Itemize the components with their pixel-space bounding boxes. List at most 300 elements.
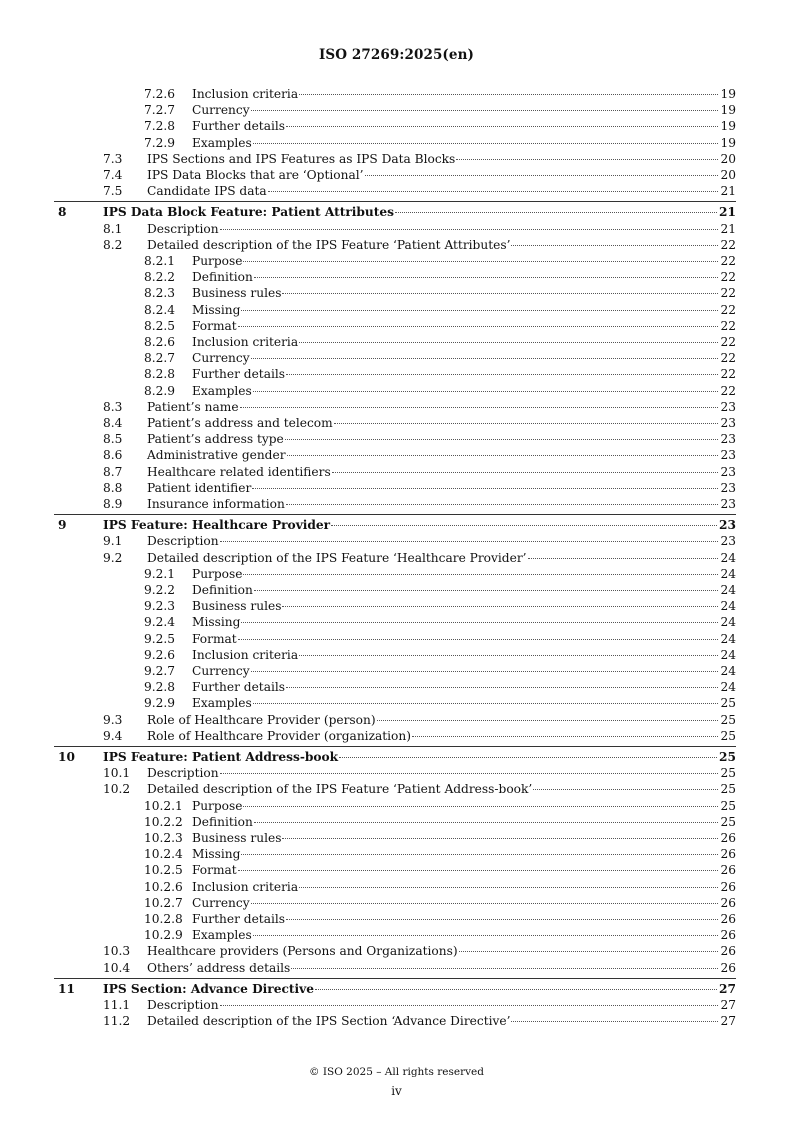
toc-entry-title: Healthcare providers (Persons and Organizations) (147, 944, 458, 959)
toc-page-number: 22 (720, 383, 736, 398)
dot-leader (241, 310, 718, 311)
toc-entry-title: Examples (192, 383, 252, 398)
toc-section-number: 8.2.3 (144, 286, 176, 301)
toc-section-number: 8.7 (103, 464, 123, 479)
toc-section-number: 8.2 (103, 237, 123, 252)
toc-entry[interactable] (0, 814, 793, 830)
toc-entry-title: Insurance information (147, 497, 285, 511)
toc-page-number: 22 (720, 367, 736, 382)
toc-page-number: 25 (720, 782, 736, 797)
dot-leader (533, 789, 718, 790)
toc-chapter-number: 8 (58, 205, 67, 220)
toc-entry[interactable] (0, 285, 793, 301)
toc-entry[interactable] (0, 350, 793, 366)
toc-section-number: 7.4 (103, 168, 123, 182)
dot-leader (251, 903, 719, 904)
toc-entry-line (192, 383, 736, 399)
toc-entry-line (192, 102, 736, 118)
toc-entry-title: Definition (192, 270, 253, 285)
toc-entry[interactable] (0, 765, 793, 781)
dot-leader (253, 391, 719, 392)
toc-entry-line (192, 614, 736, 630)
toc-entry-line (192, 879, 736, 895)
dot-leader (243, 574, 718, 575)
toc-entry-line (192, 830, 736, 846)
toc-page-number: 27 (720, 1014, 736, 1029)
toc-entry-line (192, 814, 736, 830)
toc-entry[interactable] (0, 415, 793, 431)
toc-entry[interactable] (0, 598, 793, 614)
toc-entry-line (192, 118, 736, 134)
toc-entry-title: Patient’s address and telecom (147, 416, 333, 430)
toc-entry[interactable] (0, 496, 793, 512)
toc-entry-line (192, 566, 736, 582)
toc-entry-title: Business rules (192, 831, 282, 845)
toc-section-number: 10.2 (103, 782, 131, 797)
toc-section-number: 8.2.5 (144, 318, 176, 333)
toc-page-number: 23 (720, 448, 736, 463)
toc-chapter-entry[interactable] (0, 749, 793, 765)
toc-section-number: 9.2.7 (144, 664, 176, 678)
toc-page-number: 23 (720, 416, 736, 430)
toc-entry-line (147, 151, 736, 167)
toc-section-number: 11.1 (103, 998, 131, 1012)
toc-section-number: 8.4 (103, 416, 123, 430)
toc-chapter-entry[interactable] (0, 204, 793, 220)
toc-entry-line (192, 318, 736, 334)
toc-page-number: 22 (720, 335, 736, 349)
toc-entry-line (192, 846, 736, 862)
toc-entry-line (192, 366, 736, 382)
dot-leader (252, 488, 718, 489)
toc-page-number: 21 (720, 184, 736, 199)
toc-chapter-entry[interactable] (0, 517, 793, 533)
toc-entry[interactable] (0, 927, 793, 943)
toc-entry[interactable] (0, 550, 793, 566)
toc-section-number: 8.1 (103, 221, 123, 236)
toc-page-number: 25 (720, 814, 736, 829)
toc-entry-title: IPS Section: Advance Directive (103, 981, 315, 996)
toc-entry[interactable] (0, 366, 793, 382)
page-number: iv (391, 1084, 402, 1098)
toc-entry[interactable] (0, 102, 793, 118)
dot-leader (286, 919, 718, 920)
toc-entry-title: Further details (192, 367, 286, 382)
toc-entry[interactable] (0, 318, 793, 334)
toc-entry-line (147, 447, 736, 463)
dot-leader (238, 870, 719, 871)
toc-page-number: 23 (719, 518, 736, 533)
toc-page-number: 23 (720, 480, 736, 495)
toc-entry-title: Examples (192, 696, 252, 711)
toc-entry-line (192, 582, 736, 598)
dot-leader (240, 407, 719, 408)
toc-section-number: 10.2.6 (144, 879, 183, 894)
toc-entry-line (147, 960, 736, 976)
toc-entry-line (147, 480, 736, 496)
toc-section-number: 7.2.9 (144, 135, 176, 150)
toc-chapter-number: 11 (58, 981, 75, 996)
toc-entry-title: Administrative gender (147, 448, 286, 463)
dot-leader (287, 455, 719, 456)
toc-entry-line (147, 533, 736, 549)
toc-section-number: 9.1 (103, 534, 123, 549)
dot-leader (251, 110, 719, 111)
toc-entry-line (192, 334, 736, 350)
toc-entry-line (192, 862, 736, 878)
toc-entry-title: Candidate IPS data (147, 184, 267, 199)
toc-page-number: 19 (720, 135, 736, 150)
dot-leader (528, 558, 719, 559)
toc-section-number: 9.3 (103, 712, 123, 727)
toc-entry[interactable] (0, 302, 793, 318)
dot-leader (511, 245, 718, 246)
toc-page-number: 22 (720, 254, 736, 268)
toc-entry-line (147, 728, 736, 744)
dot-leader (254, 822, 719, 823)
toc-entry-title: Inclusion criteria (192, 879, 299, 894)
dot-leader (243, 261, 718, 262)
dot-leader (241, 854, 718, 855)
toc-entry-title: Missing (192, 615, 241, 630)
toc-entry-title: Further details (192, 119, 286, 134)
toc-section-number: 9.2 (103, 550, 123, 565)
toc-entry-line (147, 765, 736, 781)
dot-leader (332, 472, 719, 473)
dot-leader (220, 1005, 719, 1006)
toc-entry-title: Currency (192, 351, 250, 366)
toc-section-number: 10.2.7 (144, 895, 183, 910)
toc-page-number: 19 (720, 87, 736, 101)
toc-entry-line (192, 285, 736, 301)
toc-section-number: 8.2.4 (144, 302, 176, 317)
toc-entry-line (147, 550, 736, 566)
toc-entry[interactable] (0, 895, 793, 911)
toc-page-number: 25 (720, 766, 736, 781)
toc-entry-line (192, 350, 736, 366)
toc-entry[interactable] (0, 253, 793, 269)
toc-entry-line (192, 895, 736, 911)
toc-entry-line (192, 86, 736, 102)
toc-entry[interactable] (0, 997, 793, 1013)
toc-entry-title: Inclusion criteria (192, 335, 299, 349)
dot-leader (243, 806, 718, 807)
copyright-notice: © ISO 2025 – All rights reserved (309, 1066, 484, 1078)
toc-entry-line (147, 943, 736, 959)
toc-page-number: 25 (720, 712, 736, 727)
toc-page-number: 24 (720, 631, 736, 646)
toc-entry-line (147, 167, 736, 183)
dot-leader (286, 374, 718, 375)
toc-entry-title: Purpose (192, 798, 243, 813)
toc-page-number: 24 (720, 680, 736, 695)
toc-entry[interactable] (0, 614, 793, 630)
toc-entry-title: Currency (192, 664, 250, 678)
dot-leader (299, 887, 718, 888)
toc-page-number: 24 (720, 583, 736, 597)
toc-entry-title: IPS Feature: Healthcare Provider (103, 518, 331, 533)
toc-entry-line (192, 253, 736, 269)
toc-section-number: 9.2.2 (144, 583, 176, 597)
toc-entry[interactable] (0, 118, 793, 134)
toc-page-number: 24 (720, 566, 736, 581)
toc-entry[interactable] (0, 334, 793, 350)
chapter-separator (54, 201, 736, 202)
toc-section-number: 10.2.2 (144, 814, 183, 829)
toc-entry[interactable] (0, 647, 793, 663)
toc-entry-line (192, 302, 736, 318)
toc-entry-line (192, 798, 736, 814)
toc-page-number: 22 (720, 351, 736, 366)
dot-leader (251, 358, 719, 359)
toc-entry-line (103, 517, 736, 533)
toc-section-number: 10.2.8 (144, 912, 183, 926)
toc-entry-line (192, 695, 736, 711)
toc-entry-line (192, 911, 736, 927)
toc-page-number: 25 (720, 798, 736, 813)
toc-entry-title: Detailed description of the IPS Feature ‘Healthcare Provider’ (147, 550, 527, 565)
toc-page-number: 26 (720, 847, 736, 862)
toc-entry[interactable] (0, 135, 793, 151)
toc-section-number: 9.2.9 (144, 696, 176, 711)
dot-leader (282, 838, 718, 839)
toc-section-number: 9.2.4 (144, 615, 176, 630)
toc-entry-title: Examples (192, 135, 252, 150)
toc-entry-title: Patient identifier (147, 480, 252, 495)
toc-page-number: 24 (720, 664, 736, 678)
toc-entry[interactable] (0, 221, 793, 237)
toc-page-number: 19 (720, 103, 736, 118)
toc-entry[interactable] (0, 879, 793, 895)
toc-entry[interactable] (0, 480, 793, 496)
toc-page-number: 20 (720, 151, 736, 166)
toc-entry-title: IPS Data Block Feature: Patient Attributes (103, 205, 395, 220)
dot-leader (456, 159, 718, 160)
dot-leader (299, 655, 718, 656)
toc-section-number: 8.2.1 (144, 254, 176, 268)
toc-page-number: 27 (720, 998, 736, 1012)
toc-section-number: 9.2.8 (144, 680, 176, 695)
toc-entry-title: Further details (192, 680, 286, 695)
toc-entry-line (147, 496, 736, 512)
dot-leader (291, 968, 718, 969)
toc-page-number: 27 (719, 981, 736, 996)
toc-section-number: 9.2.5 (144, 631, 176, 646)
dot-leader (282, 293, 718, 294)
toc-entry[interactable] (0, 695, 793, 711)
toc-section-number: 10.2.4 (144, 847, 183, 862)
toc-entry[interactable] (0, 582, 793, 598)
toc-entry-line (147, 183, 736, 199)
toc-entry-title: Definition (192, 814, 253, 829)
toc-entry[interactable] (0, 862, 793, 878)
toc-entry[interactable] (0, 447, 793, 463)
toc-section-number: 9.2.3 (144, 599, 176, 614)
toc-entry[interactable] (0, 798, 793, 814)
toc-entry-title: Description (147, 221, 219, 236)
toc-section-number: 8.2.6 (144, 335, 176, 349)
toc-entry-title: Definition (192, 583, 253, 597)
toc-entry[interactable] (0, 86, 793, 102)
toc-entry-line (192, 679, 736, 695)
toc-section-number: 7.3 (103, 151, 123, 166)
toc-page-number: 23 (720, 497, 736, 511)
toc-entry[interactable] (0, 830, 793, 846)
toc-page-number: 21 (719, 205, 736, 220)
toc-entry[interactable] (0, 269, 793, 285)
dot-leader (254, 277, 719, 278)
toc-section-number: 8.5 (103, 432, 123, 447)
toc-entry[interactable] (0, 167, 793, 183)
dot-leader (253, 935, 719, 936)
toc-page-number: 24 (720, 615, 736, 630)
toc-page-number: 23 (720, 399, 736, 414)
toc-page-number: 25 (719, 750, 736, 764)
toc-entry-title: IPS Sections and IPS Features as IPS Data Blocks (147, 151, 456, 166)
toc-page-number: 26 (720, 879, 736, 894)
dot-leader (238, 639, 719, 640)
dot-leader (241, 622, 718, 623)
toc-entry-line (147, 399, 736, 415)
toc-section-number: 10.3 (103, 944, 131, 959)
toc-section-number: 9.4 (103, 728, 123, 743)
dot-leader (251, 671, 719, 672)
toc-entry-title: Detailed description of the IPS Section ‘Advance Directive’ (147, 1014, 511, 1029)
toc-entry-line (147, 997, 736, 1013)
toc-section-number: 10.2.3 (144, 831, 183, 845)
dot-leader (299, 94, 718, 95)
toc-entry-title: Examples (192, 928, 252, 943)
dot-leader (286, 504, 719, 505)
toc-page-number: 24 (720, 550, 736, 565)
toc-section-number: 7.2.8 (144, 119, 176, 134)
toc-entry[interactable] (0, 464, 793, 480)
toc-section-number: 10.4 (103, 960, 131, 975)
toc-section-number: 7.5 (103, 184, 123, 199)
dot-leader (253, 143, 719, 144)
toc-entry[interactable] (0, 566, 793, 582)
toc-section-number: 8.6 (103, 448, 123, 463)
toc-page-number: 22 (720, 318, 736, 333)
toc-page-number: 26 (720, 895, 736, 910)
toc-entry[interactable] (0, 431, 793, 447)
toc-page-number: 24 (720, 599, 736, 614)
toc-entry-title: Description (147, 534, 219, 549)
toc-page-number: 22 (720, 237, 736, 252)
toc-section-number: 8.2.8 (144, 367, 176, 382)
toc-page-number: 22 (720, 286, 736, 301)
chapter-separator (54, 746, 736, 747)
dot-leader (220, 229, 719, 230)
toc-entry-title: IPS Data Blocks that are ‘Optional’ (147, 168, 364, 182)
toc-entry-line (192, 135, 736, 151)
toc-entry-title: Missing (192, 302, 241, 317)
toc-entry[interactable] (0, 533, 793, 549)
toc-entry-title: Currency (192, 103, 250, 118)
dot-leader (412, 736, 718, 737)
toc-section-number: 8.2.9 (144, 383, 176, 398)
toc-entry[interactable] (0, 679, 793, 695)
dot-leader (459, 951, 719, 952)
toc-page-number: 25 (720, 696, 736, 711)
toc-page-number: 22 (720, 270, 736, 285)
toc-section-number: 10.2.9 (144, 928, 183, 943)
toc-page-number: 22 (720, 302, 736, 317)
dot-leader (365, 175, 719, 176)
toc-chapter-number: 10 (58, 750, 75, 764)
toc-entry[interactable] (0, 151, 793, 167)
toc-section-number: 8.2.2 (144, 270, 176, 285)
toc-entry-title: Description (147, 998, 219, 1012)
toc-entry[interactable] (0, 960, 793, 976)
toc-entry[interactable] (0, 846, 793, 862)
toc-entry-title: Description (147, 766, 219, 781)
toc-entry[interactable] (0, 663, 793, 679)
toc-chapter-entry[interactable] (0, 981, 793, 997)
toc-page-number: 26 (720, 912, 736, 926)
toc-entry-line (192, 631, 736, 647)
dot-leader (220, 773, 719, 774)
dot-leader (339, 757, 717, 758)
toc-entry[interactable] (0, 728, 793, 744)
toc-entry-line (147, 431, 736, 447)
dot-leader (220, 541, 719, 542)
toc-entry-title: Patient’s name (147, 399, 239, 414)
toc-page-number: 19 (720, 119, 736, 134)
toc-entry-line (147, 464, 736, 480)
dot-leader (285, 439, 719, 440)
toc-entry[interactable] (0, 631, 793, 647)
chapter-separator (54, 514, 736, 515)
toc-section-number: 10.2.1 (144, 798, 183, 813)
toc-entry-line (192, 269, 736, 285)
toc-entry[interactable] (0, 911, 793, 927)
toc-entry-line (147, 781, 736, 797)
dot-leader (268, 191, 719, 192)
dot-leader (286, 126, 718, 127)
toc-entry-title: Further details (192, 912, 286, 926)
toc-page-number: 23 (720, 432, 736, 447)
toc-entry-title: Format (192, 863, 237, 878)
toc-entry-line (103, 749, 736, 765)
toc-entry-line (147, 415, 736, 431)
toc-section-number: 10.2.5 (144, 863, 183, 878)
toc-section-number: 11.2 (103, 1014, 131, 1029)
dot-leader (377, 720, 719, 721)
toc-entry-title: Business rules (192, 286, 282, 301)
toc-entry[interactable] (0, 781, 793, 797)
toc-entry[interactable] (0, 237, 793, 253)
toc-section-number: 7.2.7 (144, 103, 176, 118)
toc-entry[interactable] (0, 712, 793, 728)
dot-leader (395, 212, 717, 213)
toc-entry[interactable] (0, 383, 793, 399)
dot-leader (253, 703, 719, 704)
toc-entry[interactable] (0, 183, 793, 199)
toc-entry-title: Purpose (192, 566, 243, 581)
toc-entry[interactable] (0, 399, 793, 415)
toc-page-number: 25 (720, 728, 736, 743)
toc-section-number: 8.8 (103, 480, 123, 495)
toc-section-number: 8.3 (103, 399, 123, 414)
toc-entry-line (192, 647, 736, 663)
toc-entry[interactable] (0, 1013, 793, 1029)
toc-entry-title: Detailed description of the IPS Feature ‘Patient Attributes’ (147, 237, 511, 252)
toc-entry-line (103, 204, 736, 220)
toc-entry[interactable] (0, 943, 793, 959)
toc-entry-line (147, 1013, 736, 1029)
dot-leader (254, 590, 719, 591)
